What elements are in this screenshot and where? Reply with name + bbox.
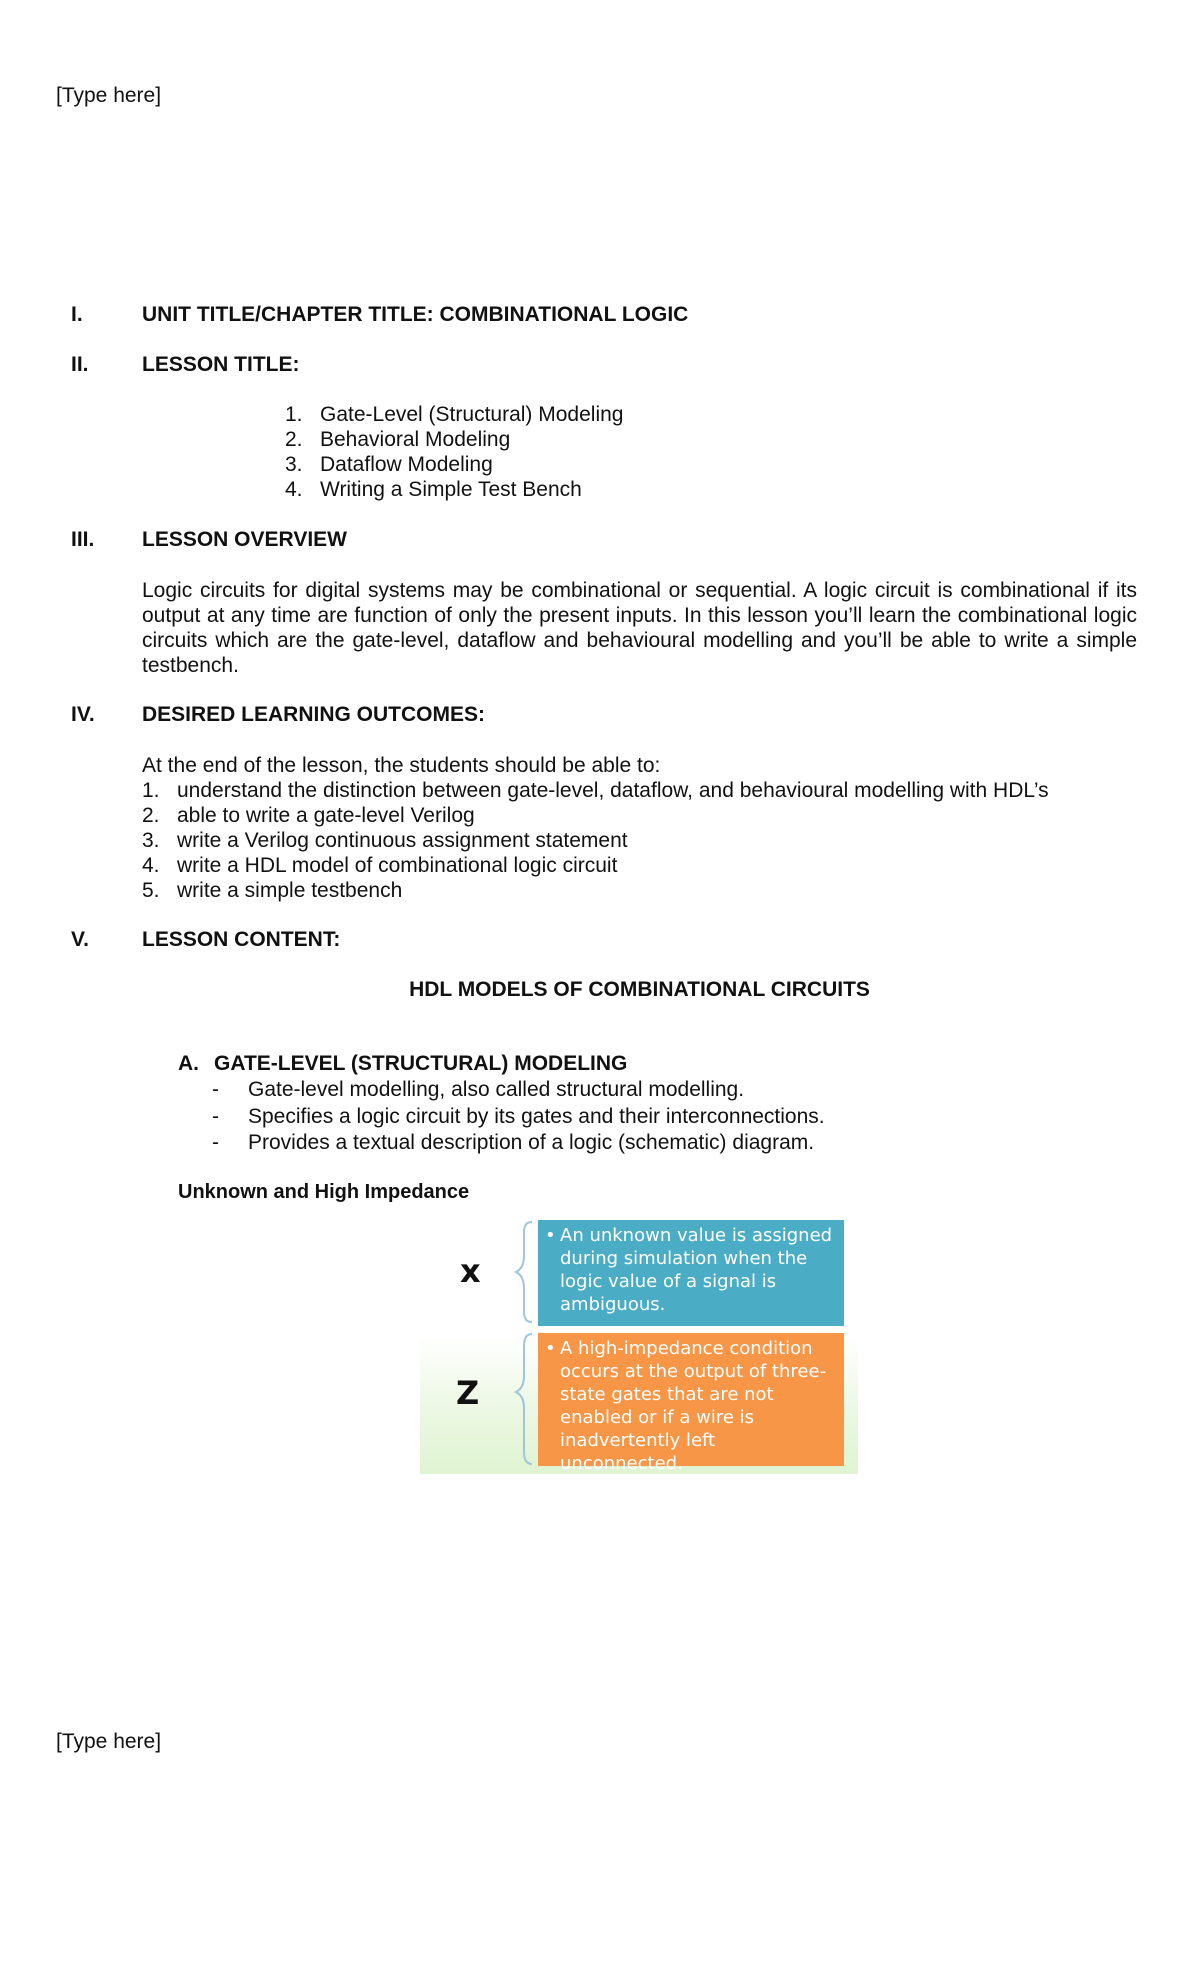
list-text: Gate-level modelling, also called structural modelling.	[248, 1078, 745, 1101]
high-impedance-text: A high-impedance condition occurs at the output of three-state gates that are not enabled or if a wire is inadvertently left unconnected.	[560, 1338, 827, 1474]
list-number: 2.	[142, 804, 160, 827]
list-item	[142, 878, 1049, 903]
list-number: 3.	[285, 453, 303, 476]
unknown-high-impedance-heading: Unknown and High Impedance	[178, 1181, 470, 1203]
list-text: write a HDL model of combinational logic circuit	[177, 854, 618, 877]
list-number: 1.	[285, 403, 303, 426]
list-item	[212, 1104, 825, 1131]
overview-paragraph: Logic circuits for digital systems may be combinational or sequential. A logic circuit is combinational if its output at any time are function of only the present inputs. In this lesson you’ll learn the combinational logic circuits which are the gate-level, dataflow and behavioural modelling and you’ll be able to write a simple testbench.	[142, 579, 1137, 677]
section-1-numeral: I.	[71, 303, 83, 326]
high-impedance-box	[538, 1333, 844, 1474]
list-item	[212, 1077, 825, 1104]
section-3-numeral: III.	[71, 528, 95, 551]
x-letter: x	[460, 1252, 481, 1290]
section-5-title: LESSON CONTENT:	[142, 928, 341, 951]
unknown-value-text: An unknown value is assigned during simulation when the logic value of a signal is ambiguous.	[560, 1225, 833, 1315]
section-4-title: DESIRED LEARNING OUTCOMES:	[142, 703, 486, 726]
list-item	[142, 778, 1049, 803]
dash-marker: -	[212, 1104, 219, 1128]
subsection-title: GATE-LEVEL (STRUCTURAL) MODELING	[214, 1052, 628, 1075]
bullet-marker: •	[545, 1338, 556, 1359]
content-heading: HDL MODELS OF COMBINATIONAL CIRCUITS	[409, 978, 870, 1001]
outcomes-list	[142, 778, 1049, 903]
list-text: Dataflow Modeling	[320, 453, 493, 476]
section-2-numeral: II.	[71, 353, 89, 376]
section-4-numeral: IV.	[71, 703, 95, 726]
section-2-title: LESSON TITLE:	[142, 353, 300, 376]
list-item	[285, 402, 623, 427]
list-text: understand the distinction between gate-level, dataflow, and behavioural modelling with HDL’s	[177, 779, 1049, 802]
dash-marker: -	[212, 1078, 219, 1101]
list-text: Gate-Level (Structural) Modeling	[320, 403, 624, 426]
list-text: write a simple testbench	[177, 879, 403, 902]
list-number: 5.	[142, 879, 160, 902]
section-3-title: LESSON OVERVIEW	[142, 528, 347, 551]
list-number: 2.	[285, 428, 303, 451]
list-text: write a Verilog continuous assignment statement	[177, 829, 628, 852]
list-number: 3.	[142, 829, 160, 852]
x-brace-icon	[516, 1222, 532, 1322]
list-text: Provides a textual description of a logic (schematic) diagram.	[248, 1131, 815, 1154]
section-5-numeral: V.	[71, 928, 89, 951]
outcomes-intro: At the end of the lesson, the students should be able to:	[142, 754, 661, 777]
list-number: 4.	[142, 854, 160, 877]
list-item	[285, 452, 623, 477]
gate-level-bullets	[212, 1077, 825, 1157]
xz-figure	[420, 1216, 858, 1474]
dash-marker: -	[212, 1131, 219, 1154]
section-1-title: UNIT TITLE/CHAPTER TITLE: COMBINATIONAL LOGIC	[142, 303, 689, 326]
z-letter: Z	[456, 1374, 480, 1412]
list-text: Writing a Simple Test Bench	[320, 478, 582, 501]
page-header[interactable]: [Type here]	[56, 84, 162, 107]
list-number: 4.	[285, 478, 303, 501]
list-item	[142, 853, 1049, 878]
bullet-marker: •	[545, 1225, 556, 1246]
lesson-title-list	[285, 402, 623, 502]
unknown-value-box	[538, 1220, 844, 1326]
z-brace-icon	[516, 1334, 532, 1464]
list-item	[285, 427, 623, 452]
page-footer[interactable]: [Type here]	[56, 1730, 162, 1753]
list-text: Specifies a logic circuit by its gates and their interconnections.	[248, 1104, 825, 1128]
list-text: Behavioral Modeling	[320, 428, 511, 451]
list-text: able to write a gate-level Verilog	[177, 804, 475, 827]
list-item	[212, 1130, 825, 1157]
list-number: 1.	[142, 779, 160, 802]
subsection-letter: A.	[178, 1052, 199, 1075]
subsection-a-heading	[178, 1052, 878, 1078]
list-item	[142, 828, 1049, 853]
list-item	[285, 477, 623, 502]
list-item	[142, 803, 1049, 828]
